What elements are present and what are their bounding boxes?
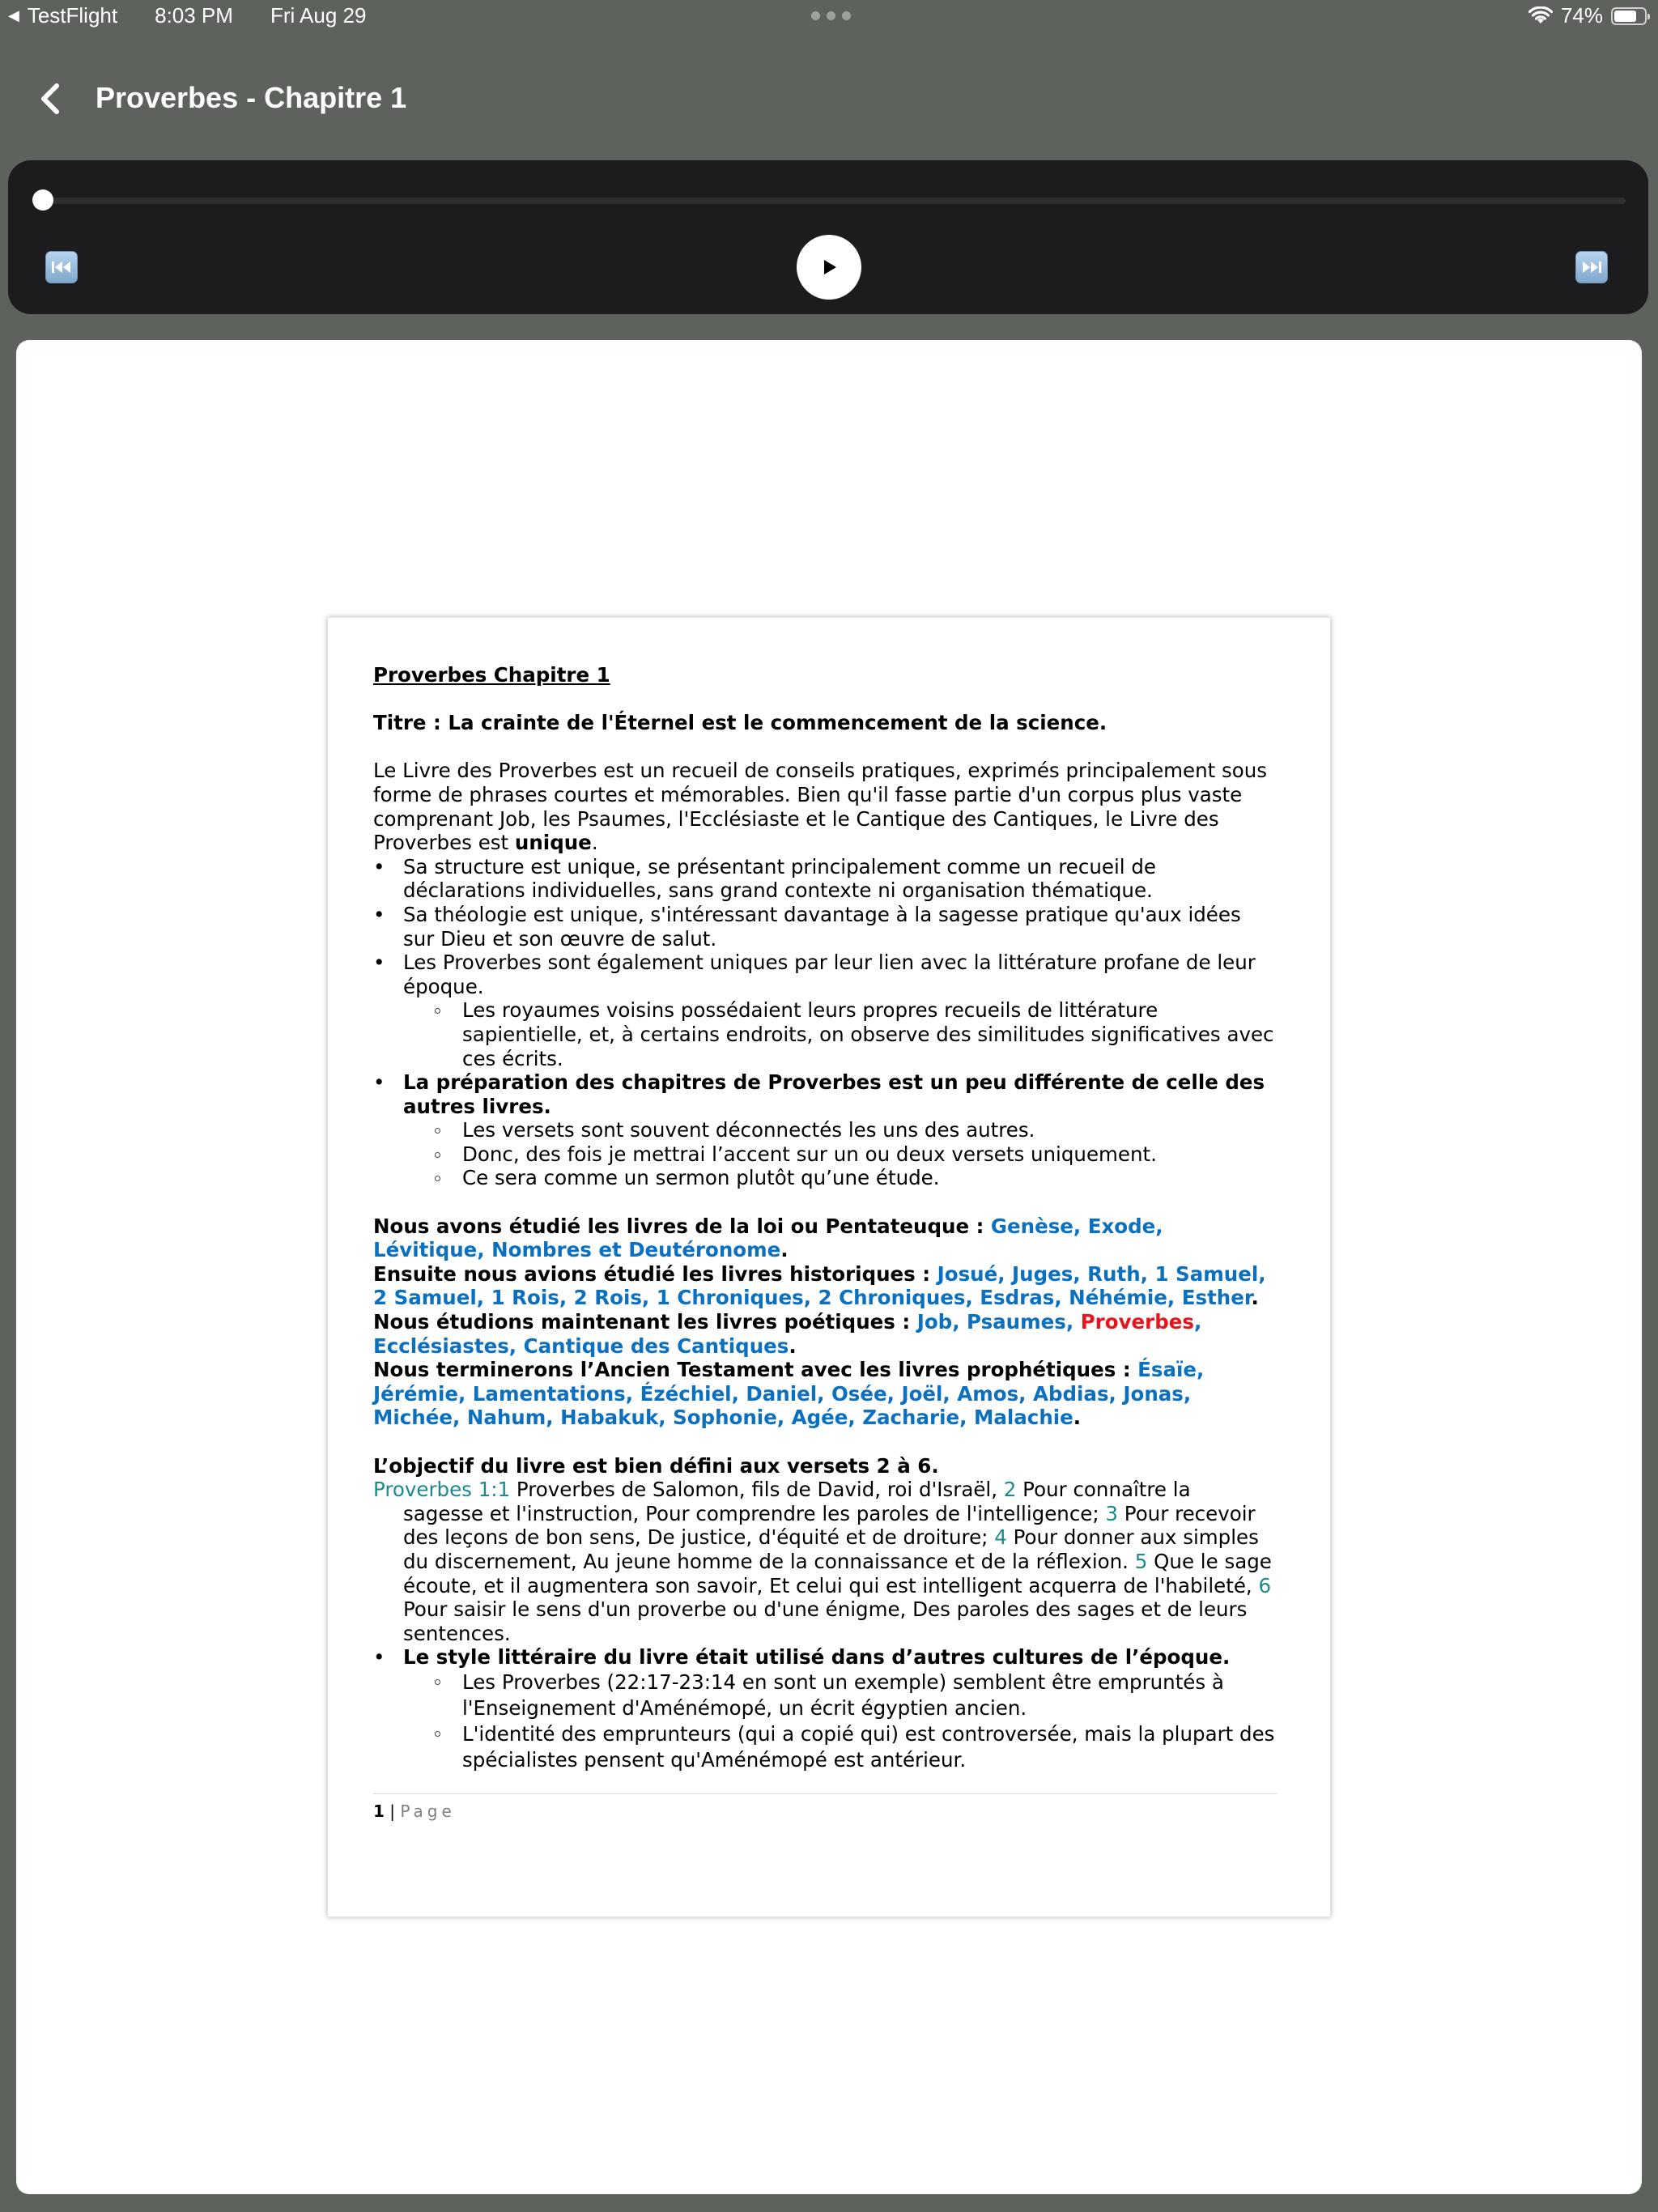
multitasking-dots-icon[interactable] (811, 11, 851, 20)
verse-reference: Proverbes 1:1 (373, 1478, 511, 1502)
doc-bullet-list-2 (373, 1645, 1277, 1773)
list-item: • Sa structure est unique, se présentant principalement comme un recueil de déclarations individuelles, sans grand contexte ni organisation thématique. (373, 855, 1277, 903)
doc-heading: Proverbes Chapitre 1 (373, 663, 610, 687)
fast-forward-button[interactable] (1575, 251, 1608, 283)
sub-list-item: Les Proverbes (22:17-23:14 en sont un exemple) semblent être empruntés à l'Enseignement d'Aménémopé, un écrit égyptien ancien. (373, 1670, 1277, 1721)
back-to-app-label[interactable]: TestFlight (27, 3, 118, 28)
audio-player (8, 160, 1648, 314)
status-time: 8:03 PM (155, 3, 233, 28)
battery-percent: 74% (1560, 3, 1603, 28)
play-icon (818, 257, 840, 278)
verse-passage: Proverbes 1:1 Proverbes de Salomon, fils de David, roi d'Israël, 2 Pour connaître la sagesse et l'instruction, Pour comprendre les paroles de l'intelligence; 3 Pour recevoir des leçons de bon sens, De justice, d'équité et de droiture; 4 Pour donner aux simples du discernement, Au jeune homme de la connaissance et de la réflexion. 5 Que le sage écoute, et il augmentera son savoir, Et celui qui est intelligent acquerra de l'habileté, 6 Pour saisir le sens d'un proverbe ou d'une énigme, Des paroles des sages et de leurs sentences. (373, 1478, 1272, 1645)
list-item: • Sa théologie est unique, s'intéressant davantage à la sagesse pratique qu'aux idées sur Dieu et son œuvre de salut. (373, 903, 1277, 951)
sub-list-item: L'identité des emprunteurs (qui a copié qui) est controversée, mais la plupart des spécialistes pensent qu'Aménémopé est antérieur. (373, 1721, 1277, 1773)
sub-list-item: Les versets sont souvent déconnectés les uns des autres. (373, 1118, 1277, 1142)
list-item: • Le style littéraire du livre était utilisé dans d’autres cultures de l’époque. Les Proverbes (22:17-23:14 en sont un exemple) semblent être empruntés à l'Enseignement d'Aménémopé, un écrit égyptien ancien. L'identité des emprunteurs (qui a copié qui) est controversée, mais la plupart des spécialistes pensent qu'Aménémopé est antérieur. (373, 1645, 1277, 1773)
fast-forward-icon (1580, 259, 1603, 275)
page-footer: 1 | Page (373, 1802, 456, 1821)
document-viewer[interactable] (16, 340, 1642, 2194)
doc-intro: Le Livre des Proverbes est un recueil de conseils pratiques, exprimés principalement sous forme de phrases courtes et mémorables. Bien qu'il fasse partie d'un corpus plus vaste comprenant Job, les Psaumes, l'Ecclésiaste et le Cantique des Cantiques, le Livre des Proverbes est unique. (373, 759, 1268, 855)
page-label: Page (400, 1802, 456, 1821)
battery-icon (1611, 7, 1647, 25)
document-body (373, 663, 1277, 1773)
objective-line: L’objectif du livre est bien défini aux versets 2 à 6. (373, 1453, 939, 1478)
play-button[interactable] (797, 235, 861, 300)
prophetic-books-line: Nous terminerons l’Ancien Testament avec les livres prophétiques : Ésaïe, Jérémie, Lamentations, Ézéchiel, Daniel, Osée, Joël, Amos, Abdias, Jonas, Michée, Nahum, Habakuk, Sophonie, Agée, Zacharie, Malachie. (373, 1358, 1205, 1430)
list-item: • La préparation des chapitres de Proverbes est un peu différente de celle des autres livres. Les versets sont souvent déconnectés les uns des autres. Donc, des fois je mettrai l’accent sur un ou deux versets uniquement. Ce sera comme un sermon plutôt qu’une étude. (373, 1070, 1277, 1190)
progress-slider[interactable] (32, 198, 1626, 204)
status-date: Fri Aug 29 (270, 3, 367, 28)
sub-list-item: Donc, des fois je mettrai l’accent sur un ou deux versets uniquement. (373, 1142, 1277, 1167)
rewind-button[interactable] (45, 251, 78, 283)
history-books-line: Ensuite nous avions étudié les livres historiques : Josué, Juges, Ruth, 1 Samuel, 2 Samuel, 1 Rois, 2 Rois, 1 Chroniques, 2 Chroniques, Esdras, Néhémie, Esther. (373, 1261, 1266, 1310)
current-book-highlight: Proverbes (1080, 1310, 1194, 1334)
wifi-icon (1528, 6, 1553, 26)
doc-title-line: Titre : La crainte de l'Éternel est le commencement de la science. (373, 711, 1107, 735)
progress-thumb[interactable] (32, 189, 53, 211)
back-to-app-icon[interactable]: ◀ (8, 7, 19, 23)
footer-divider (373, 1793, 1277, 1794)
law-books-line: Nous avons étudié les livres de la loi ou Pentateuque : Genèse, Exode, Lévitique, Nombres et Deutéronome. (373, 1214, 1163, 1262)
page-number: 1 (373, 1802, 385, 1821)
chevron-left-icon (32, 79, 73, 120)
page-title: Proverbes - Chapitre 1 (96, 81, 407, 114)
status-bar (0, 0, 1658, 32)
document-page[interactable] (327, 617, 1331, 1917)
status-right (1528, 3, 1647, 28)
nav-header (0, 65, 1658, 138)
sub-list-item: Ce sera comme un sermon plutôt qu’une étude. (373, 1166, 1277, 1190)
sub-list-item: Les royaumes voisins possédaient leurs propres recueils de littérature sapientielle, et, à certains endroits, on observe des similitudes significatives avec ces écrits. (373, 998, 1277, 1070)
doc-bullet-list (373, 855, 1277, 1190)
back-button[interactable] (32, 79, 73, 120)
poetic-books-line: Nous étudions maintenant les livres poétiques : Job, Psaumes, Proverbes, Ecclésiastes, Cantique des Cantiques. (373, 1310, 1202, 1358)
rewind-icon (50, 259, 73, 275)
list-item: • Les Proverbes sont également uniques par leur lien avec la littérature profane de leur époque. Les royaumes voisins possédaient leurs propres recueils de littérature sapientielle, et, à certains endroits, on observe des similitudes significatives avec ces écrits. (373, 951, 1277, 1070)
status-left (8, 3, 366, 28)
